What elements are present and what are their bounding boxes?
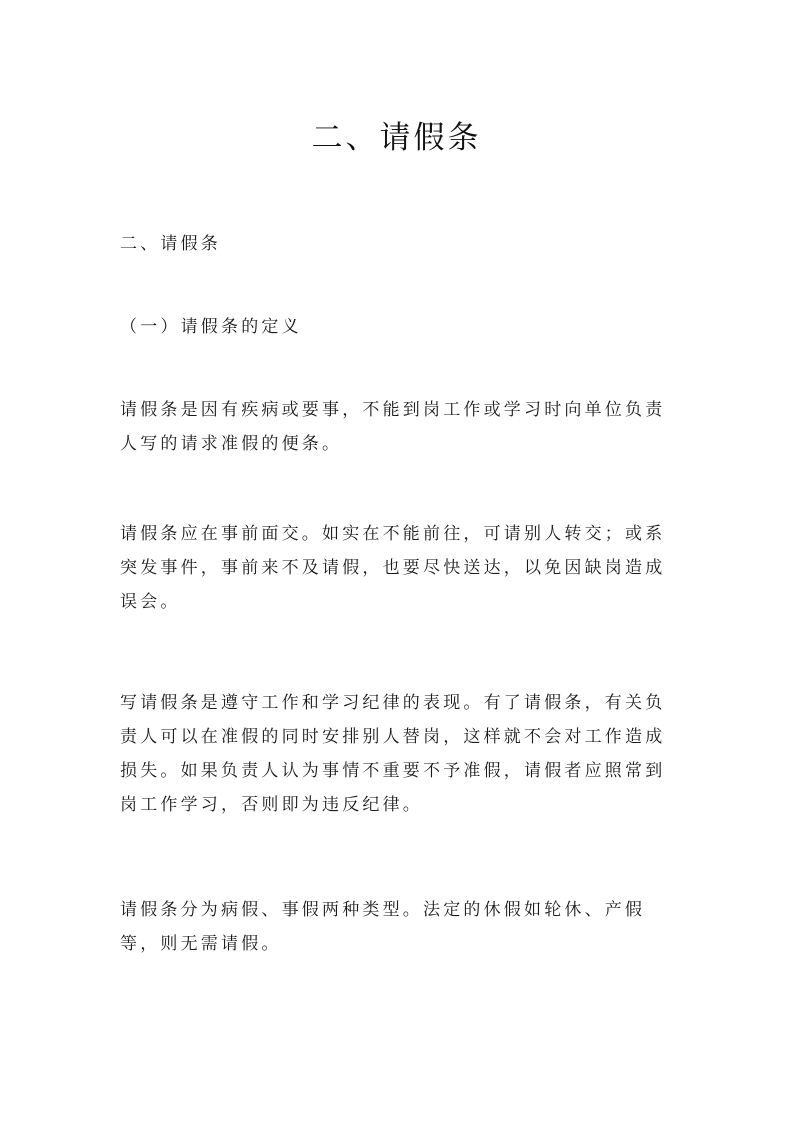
- paragraph: 请假条分为病假、事假两种类型。法定的休假如轮休、产假等，则无需请假。: [120, 900, 646, 954]
- paragraph: 请假条应在事前面交。如实在不能前往，可请别人转交；或系突发事件，事前来不及请假，也要尽快送达，以免因缺岗造成误会。: [120, 524, 666, 612]
- paragraph: 写请假条是遵守工作和学习纪律的表现。有了请假条，有关负责人可以在准假的同时安排别人替岗，这样就不会对工作造成损失。如果负责人认为事情不重要不予准假，请假者应照常到岗工作学习，否则即为违反纪律。: [120, 693, 666, 815]
- subheading: （一）请假条的定义: [120, 317, 302, 337]
- document-title: 二、请假条: [311, 119, 482, 156]
- section-heading: 二、请假条: [120, 234, 221, 254]
- paragraph: 请假条是因有疾病或要事，不能到岗工作或学习时向单位负责人写的请求准假的便条。: [120, 400, 666, 454]
